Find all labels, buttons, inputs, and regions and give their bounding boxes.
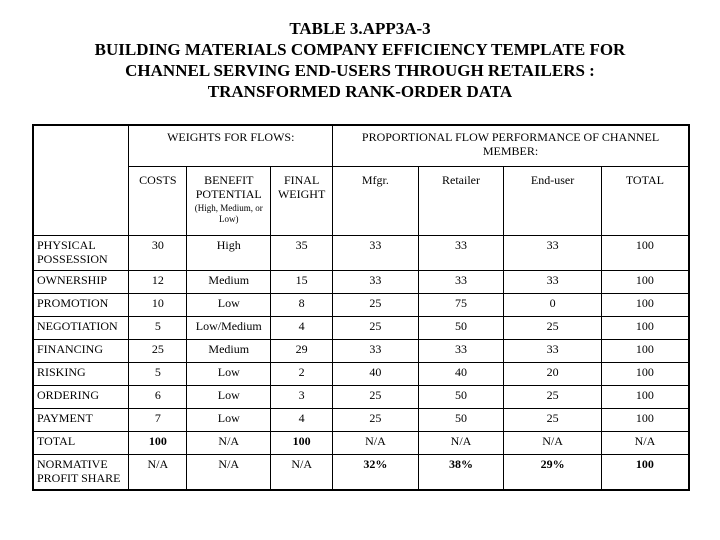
cell-benefit: N/A <box>187 432 271 455</box>
table-row <box>33 363 689 386</box>
cell-mfgr: 25 <box>333 294 419 317</box>
performance-group-header: PROPORTIONAL FLOW PERFORMANCE OF CHANNEL MEMBER: <box>333 125 689 167</box>
cell-total: 100 <box>601 455 689 491</box>
cell-total: 100 <box>601 386 689 409</box>
cell-costs: 25 <box>129 340 187 363</box>
cell-end-user: 0 <box>504 294 601 317</box>
cell-total: 100 <box>601 409 689 432</box>
cell-mfgr: 40 <box>333 363 419 386</box>
cell-end-user: 20 <box>504 363 601 386</box>
col-header-mfgr: Mfgr. <box>333 167 419 236</box>
efficiency-table <box>32 124 690 491</box>
row-label: TOTAL <box>33 432 129 455</box>
cell-retailer: N/A <box>418 432 504 455</box>
cell-end-user: 25 <box>504 317 601 340</box>
cell-retailer: 50 <box>418 317 504 340</box>
row-label: NEGOTIATION <box>33 317 129 340</box>
cell-final-weight: N/A <box>271 455 333 491</box>
cell-mfgr: 25 <box>333 409 419 432</box>
col-header-final-weight: FINAL WEIGHT <box>271 167 333 236</box>
cell-final-weight: 100 <box>271 432 333 455</box>
cell-mfgr: 33 <box>333 236 419 271</box>
total-row <box>33 432 689 455</box>
cell-costs: N/A <box>129 455 187 491</box>
row-label: ORDERING <box>33 386 129 409</box>
cell-total: 100 <box>601 340 689 363</box>
cell-final-weight: 35 <box>271 236 333 271</box>
cell-mfgr: 25 <box>333 386 419 409</box>
cell-costs: 30 <box>129 236 187 271</box>
cell-costs: 10 <box>129 294 187 317</box>
cell-costs: 5 <box>129 363 187 386</box>
cell-benefit: Low/Medium <box>187 317 271 340</box>
cell-final-weight: 4 <box>271 409 333 432</box>
cell-retailer: 33 <box>418 236 504 271</box>
weights-group-header: WEIGHTS FOR FLOWS: <box>129 125 333 167</box>
row-label: OWNERSHIP <box>33 271 129 294</box>
row-label: NORMATIVE PROFIT SHARE <box>33 455 129 491</box>
title-line-1: TABLE 3.APP3A-3 <box>289 19 431 38</box>
table-row <box>33 386 689 409</box>
cell-end-user: 33 <box>504 236 601 271</box>
cell-benefit: Low <box>187 409 271 432</box>
cell-end-user: N/A <box>504 432 601 455</box>
cell-costs: 6 <box>129 386 187 409</box>
cell-benefit: Low <box>187 294 271 317</box>
cell-costs: 100 <box>129 432 187 455</box>
col-header-end-user: End-user <box>504 167 601 236</box>
corner-cell <box>33 125 129 236</box>
cell-final-weight: 15 <box>271 271 333 294</box>
cell-total: 100 <box>601 236 689 271</box>
benefit-label: BENEFIT POTENTIAL <box>195 173 262 201</box>
profit-share-row <box>33 455 689 491</box>
cell-benefit: N/A <box>187 455 271 491</box>
cell-retailer: 38% <box>418 455 504 491</box>
cell-total: 100 <box>601 294 689 317</box>
row-label: PROMOTION <box>33 294 129 317</box>
cell-benefit: Medium <box>187 340 271 363</box>
table-row <box>33 236 689 271</box>
cell-benefit: Medium <box>187 271 271 294</box>
row-label: PHYSICAL POSSESSION <box>33 236 129 271</box>
col-header-total: TOTAL <box>601 167 689 236</box>
cell-end-user: 25 <box>504 386 601 409</box>
cell-final-weight: 8 <box>271 294 333 317</box>
cell-benefit: Low <box>187 386 271 409</box>
cell-retailer: 40 <box>418 363 504 386</box>
table-row <box>33 340 689 363</box>
cell-benefit: High <box>187 236 271 271</box>
cell-mfgr: 25 <box>333 317 419 340</box>
cell-mfgr: 32% <box>333 455 419 491</box>
row-label: PAYMENT <box>33 409 129 432</box>
table-row <box>33 294 689 317</box>
cell-retailer: 50 <box>418 409 504 432</box>
cell-total: 100 <box>601 317 689 340</box>
table-row <box>33 317 689 340</box>
cell-end-user: 25 <box>504 409 601 432</box>
cell-retailer: 33 <box>418 340 504 363</box>
title-line-4: TRANSFORMED RANK-ORDER DATA <box>207 82 513 101</box>
cell-retailer: 50 <box>418 386 504 409</box>
cell-final-weight: 3 <box>271 386 333 409</box>
cell-total: 100 <box>601 271 689 294</box>
row-label: FINANCING <box>33 340 129 363</box>
col-header-retailer: Retailer <box>418 167 504 236</box>
cell-final-weight: 2 <box>271 363 333 386</box>
cell-benefit: Low <box>187 363 271 386</box>
cell-retailer: 33 <box>418 271 504 294</box>
table-row <box>33 271 689 294</box>
cell-mfgr: 33 <box>333 340 419 363</box>
benefit-note: (High, Medium, or Low) <box>194 203 263 224</box>
col-header-costs: COSTS <box>129 167 187 236</box>
table-title <box>0 18 720 102</box>
cell-total: 100 <box>601 363 689 386</box>
cell-final-weight: 29 <box>271 340 333 363</box>
cell-costs: 7 <box>129 409 187 432</box>
title-line-3: CHANNEL SERVING END-USERS THROUGH RETAILERS : <box>125 61 595 80</box>
cell-final-weight: 4 <box>271 317 333 340</box>
table-row <box>33 409 689 432</box>
cell-total: N/A <box>601 432 689 455</box>
cell-retailer: 75 <box>418 294 504 317</box>
cell-end-user: 29% <box>504 455 601 491</box>
group-header-row <box>33 125 689 167</box>
cell-mfgr: N/A <box>333 432 419 455</box>
row-label: RISKING <box>33 363 129 386</box>
cell-mfgr: 33 <box>333 271 419 294</box>
cell-costs: 5 <box>129 317 187 340</box>
cell-end-user: 33 <box>504 271 601 294</box>
title-line-2: BUILDING MATERIALS COMPANY EFFICIENCY TEMPLATE FOR <box>94 40 626 59</box>
column-header-row <box>33 167 689 236</box>
cell-costs: 12 <box>129 271 187 294</box>
col-header-benefit <box>187 167 271 236</box>
cell-end-user: 33 <box>504 340 601 363</box>
